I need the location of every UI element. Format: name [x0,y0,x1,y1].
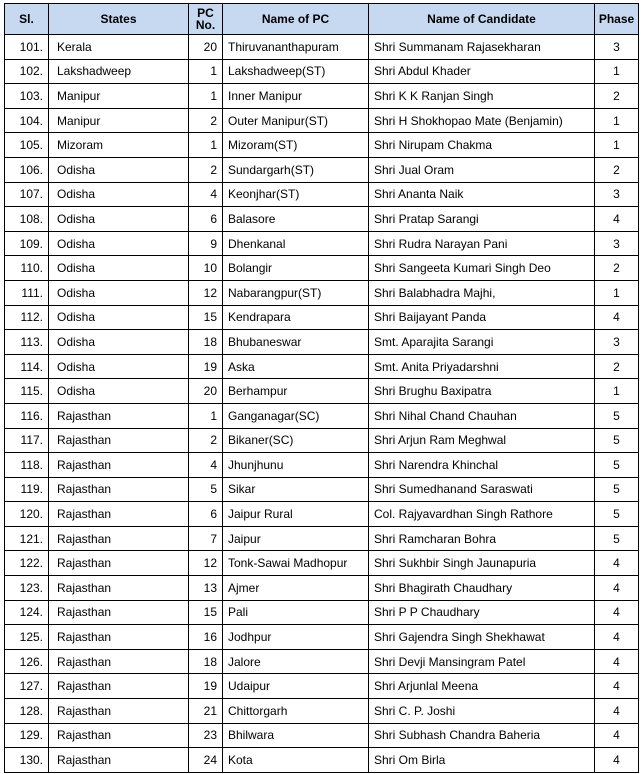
cell-candidate: Shri Sangeeta Kumari Singh Deo [369,256,595,281]
cell-phase: 4 [595,723,639,748]
cell-pc-name: Ajmer [223,576,369,601]
table-row [5,625,639,650]
cell-pc-no: 2 [189,157,223,182]
cell-candidate: Shri P P Chaudhary [369,600,595,625]
table-row [5,649,639,674]
cell-pc-name: Thiruvananthapuram [223,35,369,60]
cell-candidate: Shri Pratap Sarangi [369,207,595,232]
cell-candidate: Shri Balabhadra Majhi, [369,280,595,305]
cell-phase: 3 [595,231,639,256]
cell-pc-no: 1 [189,403,223,428]
cell-pc-no: 5 [189,477,223,502]
cell-pc-no: 24 [189,748,223,773]
cell-pc-no: 9 [189,231,223,256]
table-header [5,4,639,35]
cell-pc-name: Sundargarh(ST) [223,157,369,182]
cell-pc-no: 16 [189,625,223,650]
cell-phase: 5 [595,428,639,453]
cell-pc-no: 21 [189,699,223,724]
cell-candidate: Shri Ananta Naik [369,182,595,207]
cell-phase: 1 [595,108,639,133]
table-row [5,674,639,699]
cell-pc-no: 4 [189,453,223,478]
table-row [5,59,639,84]
cell-pc-no: 2 [189,108,223,133]
cell-pc-name: Jalore [223,649,369,674]
cell-sl: 126. [5,649,49,674]
cell-phase: 1 [595,59,639,84]
cell-state: Mizoram [49,133,189,158]
cell-candidate: Smt. Anita Priyadarshni [369,354,595,379]
table-row [5,576,639,601]
cell-state: Rajasthan [49,699,189,724]
table-row [5,182,639,207]
cell-pc-name: Nabarangpur(ST) [223,280,369,305]
cell-pc-no: 15 [189,305,223,330]
cell-pc-no: 10 [189,256,223,281]
cell-sl: 106. [5,157,49,182]
cell-phase: 5 [595,477,639,502]
cell-sl: 104. [5,108,49,133]
cell-pc-name: Tonk-Sawai Madhopur [223,551,369,576]
cell-phase: 4 [595,625,639,650]
cell-state: Odisha [49,330,189,355]
cell-sl: 109. [5,231,49,256]
header-name-of-candidate: Name of Candidate [369,4,595,35]
cell-state: Odisha [49,207,189,232]
cell-candidate: Shri Arjunlal Meena [369,674,595,699]
cell-phase: 4 [595,600,639,625]
table-row [5,551,639,576]
table-row [5,157,639,182]
cell-phase: 1 [595,379,639,404]
cell-pc-no: 15 [189,600,223,625]
cell-state: Rajasthan [49,551,189,576]
cell-pc-name: Ganganagar(SC) [223,403,369,428]
cell-candidate: Shri Narendra Khinchal [369,453,595,478]
cell-candidate: Shri Arjun Ram Meghwal [369,428,595,453]
cell-pc-no: 1 [189,84,223,109]
cell-phase: 4 [595,674,639,699]
cell-state: Rajasthan [49,502,189,527]
table-body [5,35,639,773]
cell-sl: 123. [5,576,49,601]
header-pc-no-line1: PC [197,6,214,20]
cell-state: Rajasthan [49,723,189,748]
cell-sl: 116. [5,403,49,428]
cell-pc-name: Mizoram(ST) [223,133,369,158]
cell-state: Odisha [49,182,189,207]
cell-phase: 1 [595,280,639,305]
cell-state: Odisha [49,305,189,330]
cell-state: Rajasthan [49,403,189,428]
cell-candidate: Shri Nirupam Chakma [369,133,595,158]
cell-sl: 120. [5,502,49,527]
cell-pc-name: Udaipur [223,674,369,699]
cell-candidate: Shri Brughu Baxipatra [369,379,595,404]
header-states: States [49,4,189,35]
cell-candidate: Shri Rudra Narayan Pani [369,231,595,256]
table-row [5,600,639,625]
table-row [5,133,639,158]
cell-candidate: Shri Nihal Chand Chauhan [369,403,595,428]
cell-pc-no: 19 [189,354,223,379]
cell-candidate: Shri Gajendra Singh Shekhawat [369,625,595,650]
cell-phase: 3 [595,330,639,355]
cell-state: Rajasthan [49,477,189,502]
cell-pc-no: 4 [189,182,223,207]
table-row [5,84,639,109]
cell-pc-no: 20 [189,379,223,404]
candidate-list-table [4,3,639,773]
cell-pc-name: Jaipur [223,526,369,551]
header-phase: Phase [595,4,639,35]
cell-sl: 105. [5,133,49,158]
cell-state: Odisha [49,280,189,305]
cell-sl: 119. [5,477,49,502]
table-row [5,305,639,330]
cell-candidate: Shri Summanam Rajasekharan [369,35,595,60]
table-row [5,108,639,133]
cell-state: Rajasthan [49,428,189,453]
cell-pc-name: Jaipur Rural [223,502,369,527]
cell-pc-no: 12 [189,280,223,305]
cell-pc-name: Dhenkanal [223,231,369,256]
cell-pc-no: 7 [189,526,223,551]
cell-sl: 124. [5,600,49,625]
table-row [5,354,639,379]
table-row [5,403,639,428]
cell-phase: 5 [595,502,639,527]
cell-sl: 128. [5,699,49,724]
cell-candidate: Shri H Shokhopao Mate (Benjamin) [369,108,595,133]
cell-phase: 1 [595,133,639,158]
cell-pc-no: 13 [189,576,223,601]
table-row [5,35,639,60]
cell-pc-name: Aska [223,354,369,379]
table-row [5,526,639,551]
cell-pc-no: 19 [189,674,223,699]
cell-sl: 107. [5,182,49,207]
cell-pc-name: Pali [223,600,369,625]
header-pc-no [189,4,223,35]
cell-pc-name: Jhunjhunu [223,453,369,478]
cell-pc-name: Bhilwara [223,723,369,748]
cell-pc-name: Jodhpur [223,625,369,650]
cell-state: Rajasthan [49,526,189,551]
cell-phase: 4 [595,576,639,601]
cell-state: Rajasthan [49,625,189,650]
cell-phase: 5 [595,526,639,551]
cell-candidate: Shri Jual Oram [369,157,595,182]
table-row [5,207,639,232]
cell-pc-name: Berhampur [223,379,369,404]
cell-candidate: Shri K K Ranjan Singh [369,84,595,109]
cell-candidate: Shri Ramcharan Bohra [369,526,595,551]
cell-pc-name: Kota [223,748,369,773]
cell-phase: 2 [595,84,639,109]
cell-sl: 113. [5,330,49,355]
cell-state: Odisha [49,256,189,281]
cell-candidate: Shri Baijayant Panda [369,305,595,330]
table-row [5,502,639,527]
cell-sl: 111. [5,280,49,305]
cell-sl: 110. [5,256,49,281]
cell-state: Rajasthan [49,649,189,674]
cell-pc-name: Sikar [223,477,369,502]
table-row [5,231,639,256]
cell-pc-no: 18 [189,330,223,355]
cell-pc-no: 1 [189,59,223,84]
cell-state: Odisha [49,354,189,379]
cell-sl: 129. [5,723,49,748]
cell-phase: 4 [595,207,639,232]
cell-candidate: Shri Devji Mansingram Patel [369,649,595,674]
cell-state: Rajasthan [49,576,189,601]
header-row [5,4,639,35]
cell-phase: 4 [595,748,639,773]
cell-candidate: Shri Sukhbir Singh Jaunapuria [369,551,595,576]
cell-sl: 122. [5,551,49,576]
cell-pc-no: 6 [189,502,223,527]
header-sl: Sl. [5,4,49,35]
table-row [5,477,639,502]
cell-candidate: Smt. Aparajita Sarangi [369,330,595,355]
cell-pc-name: Lakshadweep(ST) [223,59,369,84]
cell-state: Odisha [49,231,189,256]
cell-phase: 5 [595,453,639,478]
cell-state: Rajasthan [49,453,189,478]
cell-pc-no: 20 [189,35,223,60]
table-row [5,699,639,724]
cell-sl: 127. [5,674,49,699]
cell-pc-name: Kendrapara [223,305,369,330]
cell-sl: 102. [5,59,49,84]
cell-sl: 118. [5,453,49,478]
cell-state: Rajasthan [49,748,189,773]
cell-pc-no: 23 [189,723,223,748]
cell-sl: 114. [5,354,49,379]
cell-sl: 103. [5,84,49,109]
cell-pc-name: Bolangir [223,256,369,281]
table-row [5,256,639,281]
cell-phase: 3 [595,35,639,60]
cell-state: Manipur [49,84,189,109]
cell-pc-name: Inner Manipur [223,84,369,109]
cell-candidate: Col. Rajyavardhan Singh Rathore [369,502,595,527]
cell-pc-no: 1 [189,133,223,158]
cell-sl: 130. [5,748,49,773]
cell-phase: 4 [595,551,639,576]
cell-candidate: Shri C. P. Joshi [369,699,595,724]
cell-phase: 2 [595,354,639,379]
cell-pc-name: Balasore [223,207,369,232]
table-row [5,379,639,404]
table-row [5,723,639,748]
cell-sl: 101. [5,35,49,60]
cell-phase: 3 [595,182,639,207]
cell-state: Rajasthan [49,674,189,699]
header-pc-no-line2: No. [195,18,216,32]
table-row [5,330,639,355]
cell-pc-name: Bhubaneswar [223,330,369,355]
cell-pc-no: 18 [189,649,223,674]
cell-sl: 115. [5,379,49,404]
candidate-list-table-wrapper [4,3,638,773]
cell-state: Manipur [49,108,189,133]
cell-pc-name: Keonjhar(ST) [223,182,369,207]
cell-phase: 4 [595,305,639,330]
cell-pc-name: Chittorgarh [223,699,369,724]
cell-sl: 117. [5,428,49,453]
cell-phase: 5 [595,403,639,428]
cell-sl: 108. [5,207,49,232]
cell-state: Rajasthan [49,600,189,625]
cell-phase: 4 [595,649,639,674]
cell-candidate: Shri Om Birla [369,748,595,773]
cell-sl: 112. [5,305,49,330]
cell-pc-no: 6 [189,207,223,232]
table-row [5,748,639,773]
header-name-of-pc: Name of PC [223,4,369,35]
cell-pc-no: 12 [189,551,223,576]
cell-sl: 125. [5,625,49,650]
cell-candidate: Shri Sumedhanand Saraswati [369,477,595,502]
cell-state: Lakshadweep [49,59,189,84]
cell-phase: 2 [595,256,639,281]
cell-state: Kerala [49,35,189,60]
cell-candidate: Shri Abdul Khader [369,59,595,84]
table-row [5,453,639,478]
cell-candidate: Shri Subhash Chandra Baheria [369,723,595,748]
cell-pc-no: 2 [189,428,223,453]
cell-state: Odisha [49,379,189,404]
table-row [5,280,639,305]
cell-sl: 121. [5,526,49,551]
cell-candidate: Shri Bhagirath Chaudhary [369,576,595,601]
cell-phase: 4 [595,699,639,724]
cell-pc-name: Outer Manipur(ST) [223,108,369,133]
cell-phase: 2 [595,157,639,182]
cell-pc-name: Bikaner(SC) [223,428,369,453]
cell-state: Odisha [49,157,189,182]
table-row [5,428,639,453]
